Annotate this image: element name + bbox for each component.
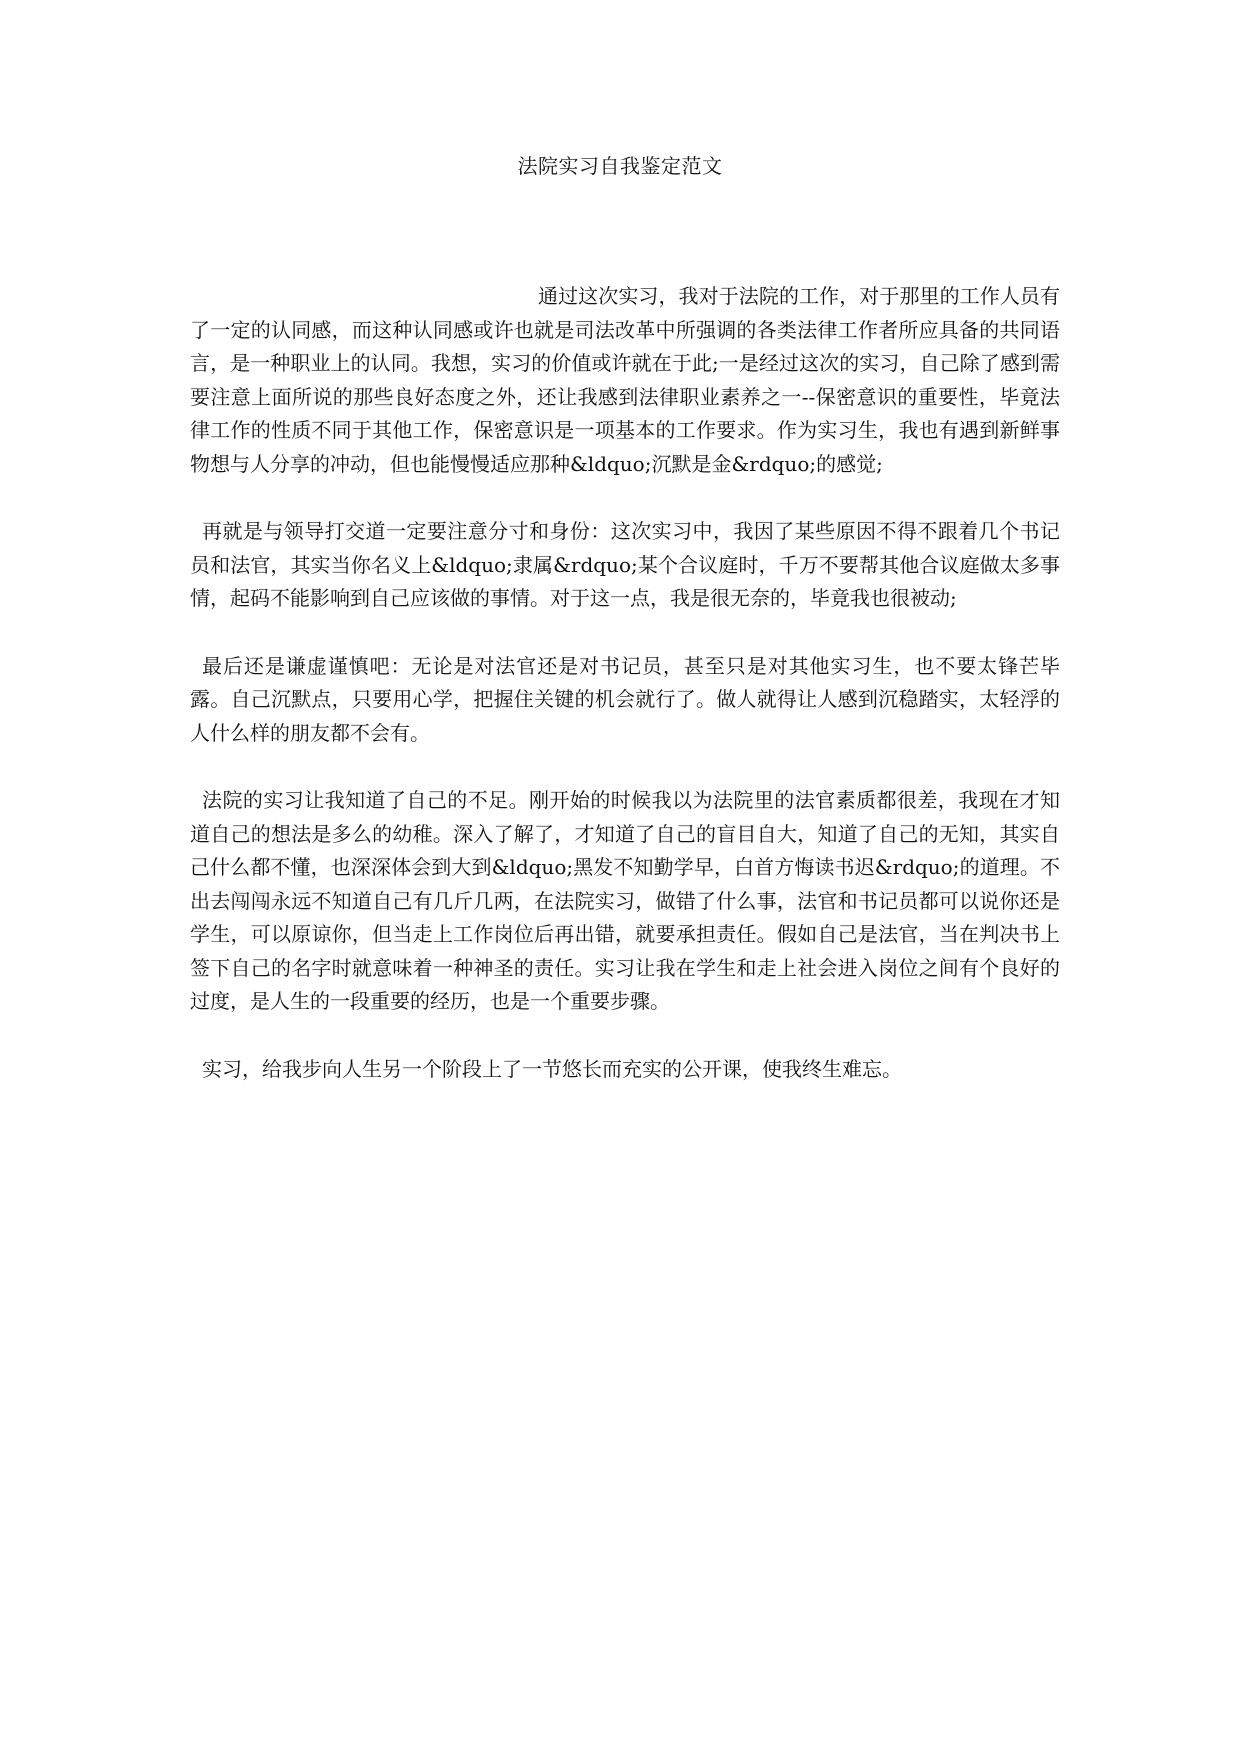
body-paragraph-4: 法院的实习让我知道了自己的不足。刚开始的时候我以为法院里的法官素质都很差，我现在才知道自己的想法是多么的幼稚。深入了解了，才知道了自己的盲目自大，知道了自己的无知，其实自己什么都不懂，也深深体会到大到&ldquo;黑发不知勤学早，白首方悔读书迟&rdquo;的道理。不出去闯闯永远不知道自己有几斤几两，在法院实习，做错了什么事，法官和书记员都可以说你还是学生，可以原谅你，但当走上工作岗位后再出错，就要承担责任。假如自己是法官，当在判决书上签下自己的名字时就意味着一种神圣的责任。实习让我在学生和走上社会进入岗位之间有个良好的过度，是人生的一段重要的经历，也是一个重要步骤。 (190, 788, 1060, 1013)
document-body (190, 280, 1060, 1086)
document-title: 法院实习自我鉴定范文 (517, 154, 723, 178)
body-paragraph-5: 实习，给我步向人生另一个阶段上了一节悠长而充实的公开课，使我终生难忘。 (202, 1056, 902, 1081)
body-paragraph-2: 再就是与领导打交道一定要注意分寸和身份：这次实习中，我因了某些原因不得不跟着几个书记员和法官，其实当你名义上&ldquo;隶属&rdquo;某个合议庭时，千万不要帮其他合议庭做太多事情，起码不能影响到自己应该做的事情。对于这一点，我是很无奈的，毕竟我也很被动; (190, 519, 1060, 610)
body-paragraph-3: 最后还是谦虚谨慎吧：无论是对法官还是对书记员，甚至只是对其他实习生，也不要太锋芒毕露。自己沉默点，只要用心学，把握住关键的机会就行了。做人就得让人感到沉稳踏实，太轻浮的人什么样的朋友都不会有。 (190, 653, 1060, 745)
body-paragraph-1: 通过这次实习，我对于法院的工作，对于那里的工作人员有了一定的认同感，而这种认同感或许也就是司法改革中所强调的各类法律工作者所应具备的共同语言，是一种职业上的认同。我想，实习的价值或许就在于此;一是经过这次的实习，自己除了感到需要注意上面所说的那些良好态度之外，还让我感到法律职业素养之一--保密意识的重要性，毕竟法律工作的性质不同于其他工作，保密意识是一项基本的工作要求。作为实习生，我也有遇到新鲜事物想与人分享的冲动，但也能慢慢适应那种&ldquo;沉默是金&rdquo;的感觉; (190, 284, 1060, 476)
